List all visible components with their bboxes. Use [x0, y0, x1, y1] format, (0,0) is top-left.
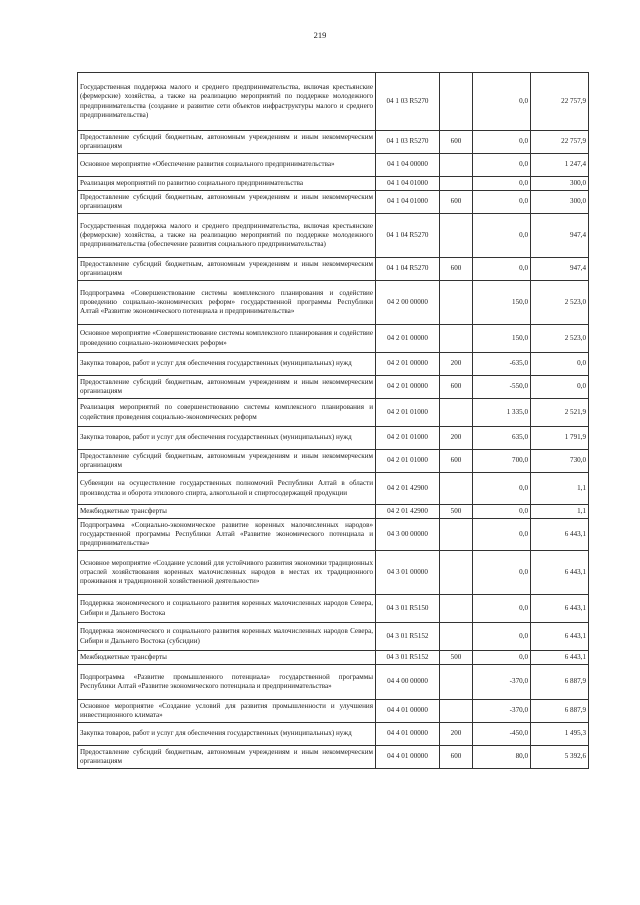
row-code-cell: 04 3 01 R5152 [376, 651, 440, 665]
row-amount-change-cell: -370,0 [473, 665, 531, 700]
row-amount-change-cell: 150,0 [473, 325, 531, 353]
row-name-cell: Закупка товаров, работ и услуг для обеспечения государственных (муниципальных) нужд [78, 723, 376, 746]
row-type-cell [440, 700, 473, 723]
row-code-cell: 04 1 03 R5270 [376, 73, 440, 131]
row-type-cell [440, 281, 473, 325]
table-row [78, 723, 589, 746]
row-amount-total-cell: 0,0 [531, 353, 589, 376]
budget-table-body [78, 73, 589, 769]
row-name-cell: Основное мероприятие «Создание условий для развития промышленности и улучшения инвестиционного климата» [78, 700, 376, 723]
row-amount-change-cell: 0,0 [473, 473, 531, 505]
row-code-cell: 04 3 01 R5152 [376, 623, 440, 651]
row-type-cell [440, 73, 473, 131]
row-amount-total-cell: 22 757,9 [531, 131, 589, 154]
row-type-cell: 500 [440, 651, 473, 665]
table-row [78, 353, 589, 376]
row-name-cell: Государственная поддержка малого и среднего предпринимательства, включая крестьянские (фермерские) хозяйства, а также на реализацию мероприятий по поддержке молодежного предпринимательства (обеспечение развития социального предпринимательства) [78, 214, 376, 258]
row-amount-change-cell: 0,0 [473, 595, 531, 623]
row-name-cell: Реализация мероприятий по развитию социального предпринимательства [78, 177, 376, 191]
row-amount-change-cell: 0,0 [473, 131, 531, 154]
row-name-cell: Закупка товаров, работ и услуг для обеспечения государственных (муниципальных) нужд [78, 353, 376, 376]
row-amount-total-cell: 6 443,1 [531, 623, 589, 651]
row-name-cell: Основное мероприятие «Обеспечение развития социального предпринимательства» [78, 154, 376, 177]
row-code-cell: 04 2 01 01000 [376, 427, 440, 450]
row-name-cell: Межбюджетные трансферты [78, 505, 376, 519]
row-amount-total-cell: 6 443,1 [531, 551, 589, 595]
row-amount-change-cell: 0,0 [473, 214, 531, 258]
row-amount-total-cell: 1 495,3 [531, 723, 589, 746]
table-row [78, 258, 589, 281]
row-amount-change-cell: 635,0 [473, 427, 531, 450]
row-type-cell [440, 154, 473, 177]
row-code-cell: 04 1 04 01000 [376, 177, 440, 191]
row-type-cell: 200 [440, 723, 473, 746]
row-name-cell: Основное мероприятие «Совершенствование системы комплексного планирования и содействие проведению социально-экономических реформ» [78, 325, 376, 353]
row-amount-total-cell: 6 443,1 [531, 519, 589, 551]
row-code-cell: 04 1 03 R5270 [376, 131, 440, 154]
row-code-cell: 04 4 01 00000 [376, 723, 440, 746]
table-row [78, 325, 589, 353]
row-type-cell [440, 595, 473, 623]
row-amount-total-cell: 1 791,9 [531, 427, 589, 450]
table-row [78, 73, 589, 131]
row-amount-change-cell: -635,0 [473, 353, 531, 376]
row-amount-total-cell: 2 523,0 [531, 281, 589, 325]
row-code-cell: 04 1 04 R5270 [376, 258, 440, 281]
row-code-cell: 04 2 01 00000 [376, 376, 440, 399]
row-name-cell: Предоставление субсидий бюджетным, автономным учреждениям и иным некоммерческим организациям [78, 131, 376, 154]
row-type-cell [440, 214, 473, 258]
table-row [78, 551, 589, 595]
table-row [78, 595, 589, 623]
row-amount-change-cell: 0,0 [473, 519, 531, 551]
row-name-cell: Предоставление субсидий бюджетным, автономным учреждениям и иным некоммерческим организациям [78, 376, 376, 399]
table-row [78, 177, 589, 191]
row-amount-change-cell: 0,0 [473, 177, 531, 191]
row-type-cell [440, 623, 473, 651]
row-code-cell: 04 3 01 R5150 [376, 595, 440, 623]
row-amount-change-cell: 1 335,0 [473, 399, 531, 427]
table-row [78, 450, 589, 473]
row-name-cell: Государственная поддержка малого и среднего предпринимательства, включая крестьянские (фермерские) хозяйства, а также на реализацию мероприятий по поддержке молодежного предпринимательства (создание и развитие сети объектов инфраструктуры малого и среднего предпринимательства) [78, 73, 376, 131]
row-type-cell: 600 [440, 131, 473, 154]
row-code-cell: 04 2 01 01000 [376, 450, 440, 473]
table-row [78, 131, 589, 154]
row-code-cell: 04 3 01 00000 [376, 551, 440, 595]
row-type-cell [440, 473, 473, 505]
row-type-cell [440, 325, 473, 353]
row-name-cell: Основное мероприятие «Создание условий для устойчивого развития экономики традиционных отраслей хозяйствования коренных малочисленных народов в местах их традиционного проживания и традиционной хозяйственной деятельности» [78, 551, 376, 595]
row-code-cell: 04 2 01 42900 [376, 473, 440, 505]
row-type-cell [440, 177, 473, 191]
row-code-cell: 04 2 01 00000 [376, 353, 440, 376]
row-type-cell: 200 [440, 353, 473, 376]
row-amount-change-cell: 0,0 [473, 191, 531, 214]
row-type-cell [440, 519, 473, 551]
row-code-cell: 04 1 04 R5270 [376, 214, 440, 258]
row-name-cell: Подпрограмма «Развитие промышленного потенциала» государственной программы Республики Алтай «Развитие экономического потенциала и предпринимательства» [78, 665, 376, 700]
row-amount-total-cell: 1,1 [531, 505, 589, 519]
row-type-cell: 200 [440, 427, 473, 450]
table-row [78, 746, 589, 769]
row-code-cell: 04 2 01 01000 [376, 399, 440, 427]
row-code-cell: 04 4 00 00000 [376, 665, 440, 700]
row-amount-change-cell: 0,0 [473, 623, 531, 651]
row-amount-total-cell: 300,0 [531, 177, 589, 191]
row-name-cell: Подпрограмма «Совершенствование системы комплексного планирования и содействие проведению социально-экономических реформ» государственной программы Республики Алтай «Развитие экономического потенциала и предпринимательства» [78, 281, 376, 325]
row-amount-total-cell: 947,4 [531, 258, 589, 281]
row-type-cell: 600 [440, 746, 473, 769]
row-type-cell: 600 [440, 191, 473, 214]
table-row [78, 700, 589, 723]
table-row [78, 473, 589, 505]
row-amount-total-cell: 1,1 [531, 473, 589, 505]
table-row [78, 154, 589, 177]
table-row [78, 505, 589, 519]
row-amount-total-cell: 6 887,9 [531, 665, 589, 700]
row-name-cell: Поддержка экономического и социального развития коренных малочисленных народов Севера, Сибири и Дальнего Востока [78, 595, 376, 623]
row-code-cell: 04 2 01 42900 [376, 505, 440, 519]
row-name-cell: Предоставление субсидий бюджетным, автономным учреждениям и иным некоммерческим организациям [78, 746, 376, 769]
row-amount-total-cell: 2 521,9 [531, 399, 589, 427]
row-amount-change-cell: 0,0 [473, 73, 531, 131]
row-amount-change-cell: -370,0 [473, 700, 531, 723]
row-type-cell [440, 551, 473, 595]
row-name-cell: Поддержка экономического и социального развития коренных малочисленных народов Севера, Сибири и Дальнего Востока (субсидии) [78, 623, 376, 651]
row-type-cell [440, 665, 473, 700]
row-amount-change-cell: 0,0 [473, 505, 531, 519]
row-name-cell: Предоставление субсидий бюджетным, автономным учреждениям и иным некоммерческим организациям [78, 191, 376, 214]
row-amount-change-cell: 0,0 [473, 258, 531, 281]
row-name-cell: Предоставление субсидий бюджетным, автономным учреждениям и иным некоммерческим организациям [78, 450, 376, 473]
row-amount-total-cell: 6 443,1 [531, 595, 589, 623]
row-code-cell: 04 4 01 00000 [376, 700, 440, 723]
table-row [78, 665, 589, 700]
budget-table [77, 72, 589, 769]
row-amount-total-cell: 5 392,6 [531, 746, 589, 769]
row-amount-change-cell: -450,0 [473, 723, 531, 746]
table-row [78, 214, 589, 258]
table-row [78, 427, 589, 450]
row-code-cell: 04 2 00 00000 [376, 281, 440, 325]
row-amount-total-cell: 6 443,1 [531, 651, 589, 665]
row-name-cell: Подпрограмма «Социально-экономическое развитие коренных малочисленных народов» государственной программы Республики Алтай «Развитие экономического потенциала и предпринимательства» [78, 519, 376, 551]
row-amount-total-cell: 730,0 [531, 450, 589, 473]
row-type-cell: 600 [440, 376, 473, 399]
row-amount-total-cell: 947,4 [531, 214, 589, 258]
table-row [78, 191, 589, 214]
row-amount-change-cell: 0,0 [473, 651, 531, 665]
row-code-cell: 04 4 01 00000 [376, 746, 440, 769]
row-amount-change-cell: 700,0 [473, 450, 531, 473]
row-code-cell: 04 3 00 00000 [376, 519, 440, 551]
table-row [78, 651, 589, 665]
table-row [78, 281, 589, 325]
row-name-cell: Межбюджетные трансферты [78, 651, 376, 665]
row-type-cell: 600 [440, 450, 473, 473]
row-name-cell: Реализация мероприятий по совершенствованию системы комплексного планирования и содействия проведения социально-экономических реформ [78, 399, 376, 427]
row-code-cell: 04 1 04 01000 [376, 191, 440, 214]
row-code-cell: 04 1 04 00000 [376, 154, 440, 177]
row-amount-change-cell: 150,0 [473, 281, 531, 325]
row-amount-total-cell: 0,0 [531, 376, 589, 399]
row-type-cell [440, 399, 473, 427]
row-amount-total-cell: 22 757,9 [531, 73, 589, 131]
row-name-cell: Закупка товаров, работ и услуг для обеспечения государственных (муниципальных) нужд [78, 427, 376, 450]
row-amount-change-cell: 0,0 [473, 154, 531, 177]
row-type-cell: 600 [440, 258, 473, 281]
row-amount-total-cell: 1 247,4 [531, 154, 589, 177]
row-amount-change-cell: -550,0 [473, 376, 531, 399]
page-number: 219 [313, 30, 327, 40]
row-amount-total-cell: 300,0 [531, 191, 589, 214]
table-row [78, 399, 589, 427]
row-amount-total-cell: 2 523,0 [531, 325, 589, 353]
table-row [78, 623, 589, 651]
row-amount-change-cell: 80,0 [473, 746, 531, 769]
row-amount-change-cell: 0,0 [473, 551, 531, 595]
row-name-cell: Субвенции на осуществление государственных полномочий Республики Алтай в области производства и оборота этилового спирта, алкогольной и спиртосодержащей продукции [78, 473, 376, 505]
table-row [78, 519, 589, 551]
row-code-cell: 04 2 01 00000 [376, 325, 440, 353]
table-row [78, 376, 589, 399]
row-name-cell: Предоставление субсидий бюджетным, автономным учреждениям и иным некоммерческим организациям [78, 258, 376, 281]
row-type-cell: 500 [440, 505, 473, 519]
row-amount-total-cell: 6 887,9 [531, 700, 589, 723]
